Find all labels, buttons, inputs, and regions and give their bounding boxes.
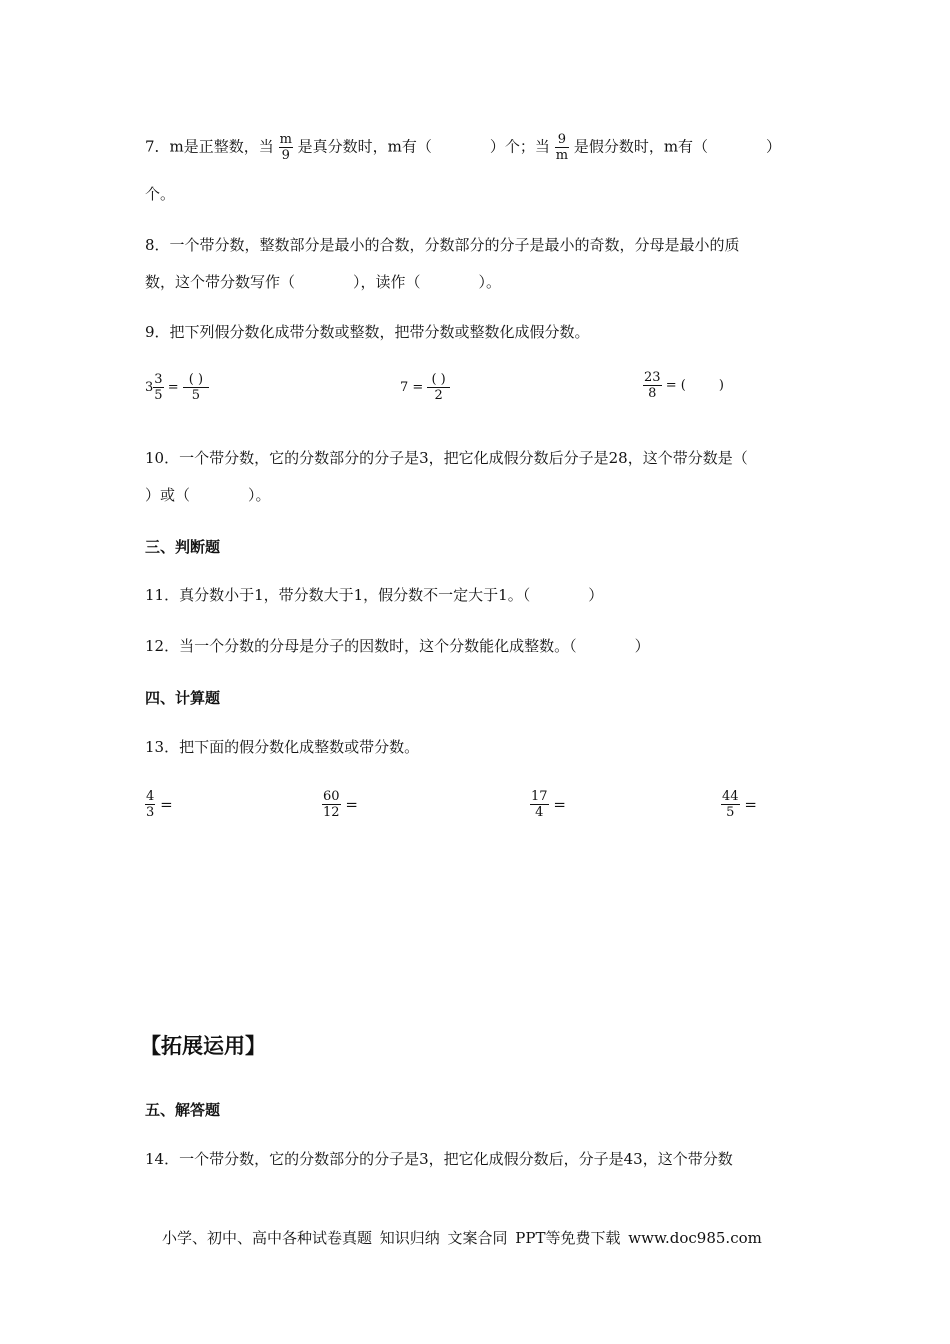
q9-item-2: 7 = $\frac{( )}{2}$ xyxy=(400,372,450,403)
question-12: 12．当一个分数的分母是分子的因数时，这个分数能化成整数。（ ） xyxy=(145,637,650,655)
question-10-line-1: 10．一个带分数，它的分数部分的分子是3，把它化成假分数后分子是28，这个带分数是（ xyxy=(145,449,748,467)
question-8-line-1: 8．一个带分数，整数部分是最小的合数，分数部分的分子是最小的奇数，分母是最小的质 xyxy=(145,236,740,254)
answer-fraction[interactable]: $\frac{( )}{5}$ xyxy=(183,372,209,403)
fraction-m-over-9: $\frac{m}{9}$ xyxy=(279,132,292,163)
section-heading-3: 三、判断题 xyxy=(145,538,221,556)
q13-item-2: $\frac{60}{12}$ = xyxy=(323,789,358,820)
question-7 xyxy=(145,132,781,163)
q9-item-3: $\frac{23}{8}$ = ( ) xyxy=(644,370,724,401)
extension-heading: 【拓展运用】 xyxy=(140,1034,266,1058)
question-8-line-2: 数，这个带分数写作（ ），读作（ ）。 xyxy=(145,273,502,291)
answer-fraction[interactable]: $\frac{( )}{2}$ xyxy=(427,372,449,403)
q7-line-2: 个。 xyxy=(145,185,176,203)
question-9: 9．把下列假分数化成带分数或整数，把带分数或整数化成假分数。 xyxy=(145,323,590,341)
q7-text-2: 是真分数时，m有（ xyxy=(297,137,432,156)
q13-item-3: $\frac{17}{4}$ = xyxy=(531,789,566,820)
q7-text-1: 7．m是正整数，当 xyxy=(145,137,274,156)
q9-item-1: 3 $\frac{3}{5}$ = $\frac{( )}{5}$ xyxy=(145,372,209,403)
question-14: 14．一个带分数，它的分数部分的分子是3，把它化成假分数后，分子是43，这个带分数 xyxy=(145,1150,733,1168)
section-heading-4: 四、计算题 xyxy=(145,689,221,707)
question-11: 11．真分数小于1，带分数大于1，假分数不一定大于1。（ ） xyxy=(145,586,604,604)
q7-text-3: ）个；当 xyxy=(489,137,550,156)
q7-text-5: ） xyxy=(766,137,782,156)
q7-text-4: 是假分数时，m有（ xyxy=(573,137,709,156)
question-13: 13．把下面的假分数化成整数或带分数。 xyxy=(145,738,420,756)
fraction-9-over-m: $\frac{9}{m}$ xyxy=(555,132,569,163)
q13-item-4: $\frac{44}{5}$ = xyxy=(722,789,757,820)
q13-item-1: $\frac{4}{3}$ = xyxy=(146,789,173,820)
answer-blank[interactable]: = ( ) xyxy=(665,378,724,393)
footer-text: 小学、初中、高中各种试卷真题 知识归纳 文案合同 PPT等免费下载 www.doc985.com xyxy=(162,1229,762,1247)
section-heading-5: 五、解答题 xyxy=(145,1101,221,1119)
question-10-line-2: ）或（ ）。 xyxy=(145,486,271,504)
